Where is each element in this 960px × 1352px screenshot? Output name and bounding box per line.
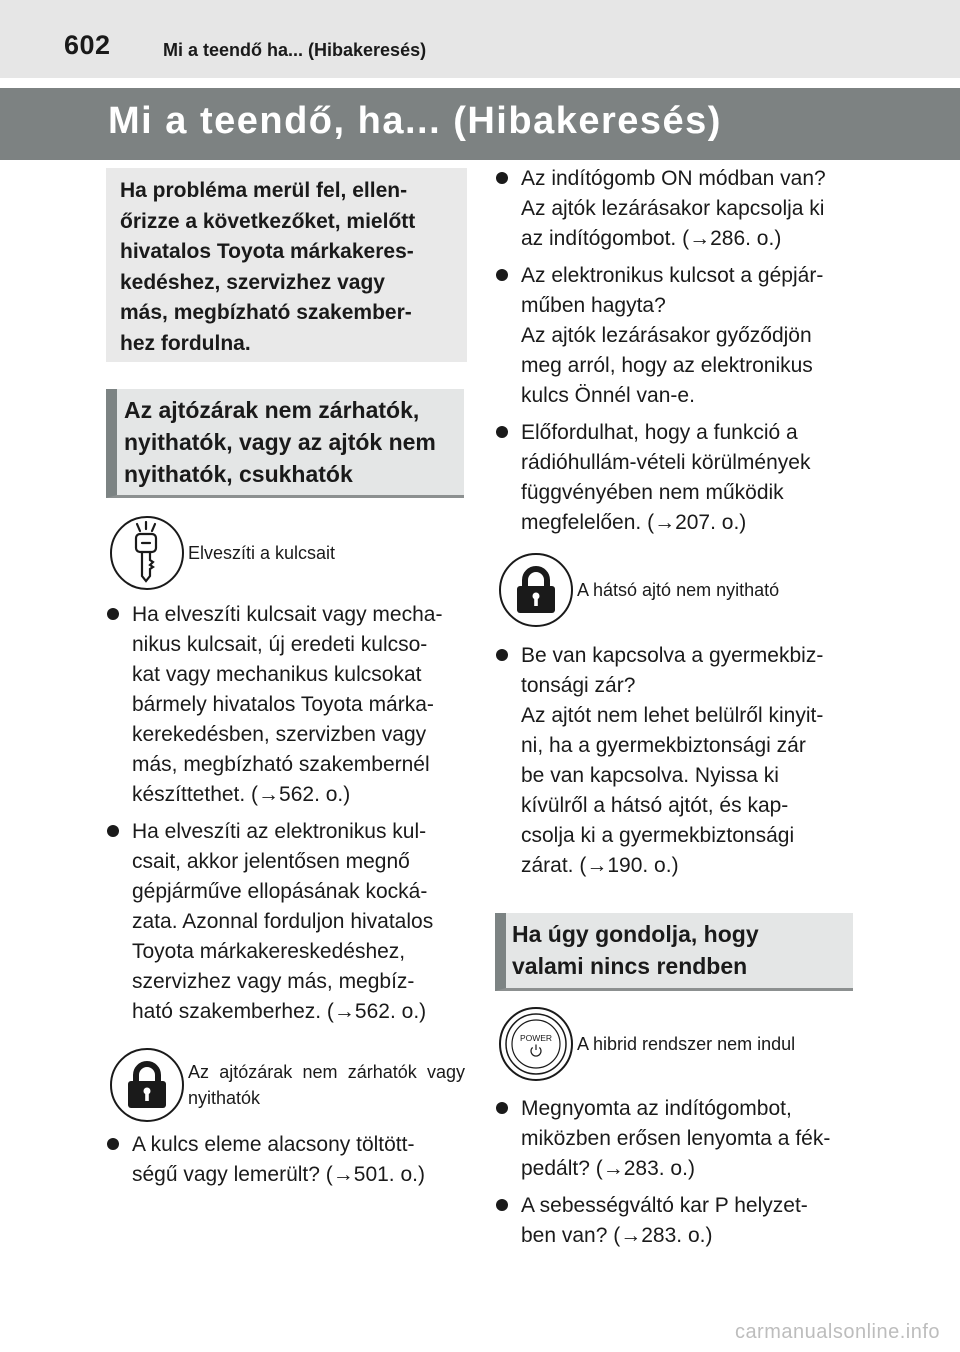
padlock-icon (499, 553, 573, 627)
list-item: A sebességváltó kar P helyzet- ben van? (→283. o.) (496, 1191, 848, 1251)
section-title: Ha úgy gondolja, hogy valami nincs rendben (512, 921, 759, 979)
svg-text:POWER: POWER (519, 1033, 553, 1043)
rear-door-list (496, 641, 848, 888)
padlock-icon (110, 1048, 184, 1122)
list-item: Ha elveszíti kulcsait vagy mecha- nikus kulcsait, új eredeti kulcso- kat vagy mechanikus kulcsokat bármely hivatalos Toyota márka- kerekedésben, szervizben vagy más, megbízható szakembernél készíttethet. (→562. o.) (107, 600, 459, 810)
section-heading-something-wrong (495, 913, 853, 991)
page-number: 602 (64, 30, 111, 60)
list-item: Az indítógomb ON módban van? Az ajtók lezárásakor kapcsolja ki az indítógombot. (→286. o.) (496, 164, 848, 254)
running-title: Mi a teendő ha... (Hibakeresés) (163, 40, 427, 60)
lost-keys-label: Elveszíti a kulcsait (188, 543, 336, 563)
list-item: Előfordulhat, hogy a funkció a rádióhullám-vételi körülmények függvényében nem működik megfelelően. (→207. o.) (496, 418, 848, 538)
door-locks-list-continued (496, 164, 848, 545)
page-title: Mi a teendő, ha... (Hibakeresés) (108, 100, 722, 142)
header-bar (0, 0, 960, 78)
door-locks-list (107, 1130, 459, 1197)
door-locks-label: Az ajtózárak nem zárhatók vagy nyithatók (188, 1062, 465, 1108)
list-item: Az elektronikus kulcsot a gépjár- műben hagyta? Az ajtók lezárásakor győződjön meg arról, hogy az elektronikus kulcs Önnél van-e. (496, 261, 848, 411)
section-title: Az ajtózárak nem zárhatók, nyithatók, vagy az ajtók nem nyithatók, csukhatók (124, 397, 436, 487)
lost-keys-topic (110, 516, 335, 590)
list-item: Ha elveszíti az elektronikus kul- csait, akkor jelentősen megnő gépjárművе ellopásának kocká- zata. Azonnal forduljon hivatalos Toyota márkakereskedéshez, szervizhez vagy más, megbíz- ható szakemberhez. (→562. o.) (107, 817, 459, 1027)
power-button-icon (499, 1007, 573, 1081)
title-bar (0, 88, 960, 160)
door-locks-topic (110, 1048, 465, 1122)
lost-keys-list (107, 600, 459, 1034)
rear-door-label: A hátsó ajtó nem nyitható (577, 580, 780, 600)
list-item: A kulcs eleme alacsony töltött- ségű vagy lemerült? (→501. o.) (107, 1130, 459, 1190)
intro-text: Ha probléma merül fel, ellen- őrizze a következőket, mielőtt hivatalos Toyota márkakeres- kedéshez, szervizhez vagy más, megbízható szakember- hez fordulna. (120, 179, 416, 355)
hybrid-label: A hibrid rendszer nem indul (577, 1034, 796, 1054)
key-icon (110, 516, 184, 590)
intro-box (106, 168, 467, 362)
section-heading-door-locks (106, 389, 464, 498)
hybrid-list (496, 1094, 848, 1258)
watermark: carmanualsonline.info (734, 1321, 940, 1343)
list-item: Megnyomta az indítógombot, miközben erősen lenyomta a fék- pedált? (→283. o.) (496, 1094, 848, 1184)
hybrid-topic (499, 1007, 795, 1081)
rear-door-topic (499, 553, 779, 627)
list-item: Be van kapcsolva a gyermekbiz- tonsági zár? Az ajtót nem lehet belülről kinyit- ni, ha a gyermekbiztonsági zár be van kapcsolva. Nyissa ki kívülről a hátsó ajtót, és kap- csolja ki a gyermekbiztonsági zárat. (→190. o.) (496, 641, 848, 881)
